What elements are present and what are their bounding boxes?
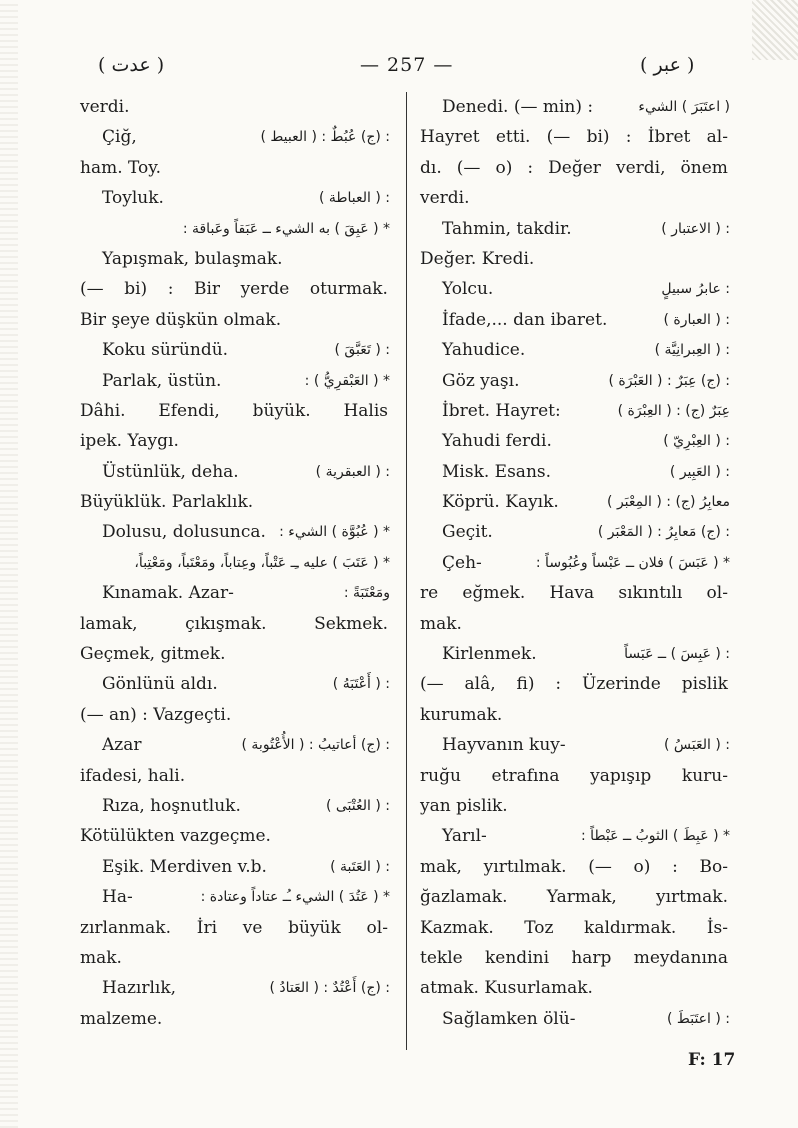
entry-line xyxy=(420,791,730,821)
entry-line xyxy=(420,457,730,487)
arabic-headword: : (ج) مَعابِرُ : ( المَعْبَر ) xyxy=(597,524,730,541)
entry-text: verdi. xyxy=(420,188,470,209)
entry-line xyxy=(80,730,390,760)
entry-text: ruğu etrafına yapışıp kuru- xyxy=(420,765,728,786)
entry-line xyxy=(80,153,390,183)
arabic-headword: * ( عَبَسَ ) فلان ــ عَبْساً وعُبُوساً : xyxy=(535,554,730,571)
entry-text: ifadesi, hali. xyxy=(80,765,186,786)
printer-signature: F: 17 xyxy=(688,1050,736,1070)
arabic-headword: : (ج) أعاتيبُ : ( الأُعْتُوبة ) xyxy=(241,737,390,754)
entry-text: (— bi) : Bir yerde oturmak. xyxy=(80,279,388,300)
entry-text: Gönlünü aldı. xyxy=(102,674,218,695)
arabic-headword: : ( العَتَبة ) xyxy=(330,858,390,875)
entry-line xyxy=(80,122,390,152)
arabic-headword: : ( عَبِسَ ) ــ عَبَساً xyxy=(624,646,730,663)
entry-text: Dolusu, dolusunca. xyxy=(102,522,266,543)
entry-line xyxy=(420,973,730,1003)
entry-text: mak, yırtılmak. (— o) : Bo- xyxy=(420,856,728,877)
entry-text: ğazlamak. Yarmak, yırtmak. xyxy=(420,887,728,908)
entry-line xyxy=(420,882,730,912)
entry-text: Parlak, üstün. xyxy=(102,370,222,391)
entry-line xyxy=(420,609,730,639)
entry-text: Büyüklük. Parlaklık. xyxy=(80,492,254,513)
entry-text: (— alâ, fi) : Üzerinde pislik xyxy=(420,674,728,695)
entry-line xyxy=(80,274,390,304)
entry-line xyxy=(420,578,730,608)
arabic-headword: : (ج) عُبُطٌ : ( العبيط ) xyxy=(260,129,390,146)
entry-text: Tahmin, takdir. xyxy=(442,218,572,239)
entry-text: verdi. xyxy=(80,97,130,117)
entry-text: lamak, çıkışmak. Sekmek. xyxy=(80,613,388,634)
entry-text: Kınamak. Azar- xyxy=(102,583,234,604)
entry-text: Yahudi ferdi. xyxy=(442,431,552,452)
entry-line xyxy=(420,183,730,213)
entry-text: re eğmek. Hava sıkıntılı ol- xyxy=(420,583,728,604)
entry-text: tekle kendini harp meydanına xyxy=(420,947,728,968)
entry-text: mak. xyxy=(420,613,462,634)
arabic-headword: : ( العِبرانِيَّة ) xyxy=(654,342,730,359)
entry-text: Yolcu. xyxy=(442,279,494,300)
entry-line xyxy=(80,335,390,365)
entry-line xyxy=(420,913,730,943)
entry-line xyxy=(80,913,390,943)
entry-line xyxy=(420,426,730,456)
entry-line xyxy=(80,517,390,547)
entry-line xyxy=(80,578,390,608)
entry-text: Değer. Kredi. xyxy=(420,248,535,269)
entry-text: Çeh- xyxy=(442,552,482,573)
entry-line xyxy=(420,122,730,152)
arabic-headword: : ( العَبِير ) xyxy=(669,463,730,480)
entry-line xyxy=(80,244,390,274)
arabic-headword: * ( عَتُدَ ) الشيء ـُـ عتاداً وعتادة : xyxy=(200,889,390,906)
entry-text: malzeme. xyxy=(80,1008,163,1029)
entry-text: Kötülükten vazgeçme. xyxy=(80,826,271,847)
entry-text: Göz yaşı. xyxy=(442,370,520,391)
entry-line xyxy=(80,791,390,821)
arabic-headword: : ( أَعْتَبَهُ ) xyxy=(332,676,390,693)
entry-line xyxy=(80,305,390,335)
entry-text: Rıza, hoşnutluk. xyxy=(102,795,241,816)
entry-text: Köprü. Kayık. xyxy=(442,492,559,513)
entry-text: atmak. Kusurlamak. xyxy=(420,978,593,999)
entry-line xyxy=(80,548,390,578)
header-right-keyword: ( عبر ) xyxy=(640,54,695,76)
entry-line xyxy=(80,639,390,669)
entry-line xyxy=(420,153,730,183)
entry-line xyxy=(80,700,390,730)
right-column xyxy=(420,92,730,1034)
entry-line xyxy=(420,852,730,882)
arabic-headword: * ( عَبِطَ ) الثوبُ ــ عَبْطاً : xyxy=(581,828,730,845)
entry-line xyxy=(420,305,730,335)
entry-line xyxy=(420,821,730,851)
arabic-headword: : ( العَبَسُ ) xyxy=(664,737,730,754)
entry-line xyxy=(80,92,390,122)
entry-line xyxy=(80,396,390,426)
entry-text: Yarıl- xyxy=(442,826,487,847)
entry-text: Çiğ, xyxy=(102,127,137,148)
entry-text: Hayret etti. (— bi) : İbret al- xyxy=(420,127,728,148)
entry-text: mak. xyxy=(80,947,122,968)
entry-line xyxy=(80,821,390,851)
entry-text: Misk. Esans. xyxy=(442,461,552,482)
entry-text: Yapışmak, bulaşmak. xyxy=(102,248,283,269)
entry-text: Eşik. Merdiven v.b. xyxy=(102,856,267,877)
arabic-headword: : عابرُ سبيلٍ xyxy=(661,281,730,298)
entry-text: Hazırlık, xyxy=(102,978,177,999)
entry-text: kurumak. xyxy=(420,704,503,725)
entry-line xyxy=(80,669,390,699)
entry-line xyxy=(420,943,730,973)
entry-text: Toyluk. xyxy=(102,188,164,209)
page-header xyxy=(0,54,798,88)
entry-line xyxy=(420,669,730,699)
entry-line xyxy=(420,517,730,547)
arabic-headword: معابِرُ (ج) : ( المِعْبَر ) xyxy=(607,494,730,511)
entry-text: yan pislik. xyxy=(420,795,508,816)
entry-line xyxy=(80,426,390,456)
entry-line xyxy=(420,366,730,396)
arabic-headword: ( اعتَبَرَ ) الشيء xyxy=(638,99,730,115)
arabic-headword: : ( الاعتبار ) xyxy=(661,220,730,237)
scan-edge-corner xyxy=(752,0,798,60)
left-column xyxy=(80,92,390,1034)
entry-text: Denedi. (— min) : xyxy=(442,97,594,117)
arabic-headword: * ( عُبُوَّة ) الشيء : xyxy=(279,524,390,541)
arabic-headword: : ( العبقرية ) xyxy=(315,463,390,480)
entry-line xyxy=(420,92,730,122)
entry-line xyxy=(420,639,730,669)
entry-line xyxy=(420,396,730,426)
entry-text: Koku süründü. xyxy=(102,340,229,361)
entry-text: (— an) : Vazgeçti. xyxy=(80,704,232,725)
entry-text: Hayvanın kuy- xyxy=(442,735,566,756)
arabic-headword: : ( العبارة ) xyxy=(663,311,730,328)
arabic-headword: : ( تَعَبَّقَ ) xyxy=(334,342,390,359)
arabic-headword: عِبَرٌ (ج) : ( العِبْرَة ) xyxy=(617,402,730,419)
entry-text: İbret. Hayret: xyxy=(442,400,561,421)
entry-line xyxy=(420,730,730,760)
entry-line xyxy=(80,609,390,639)
entry-text: Ha- xyxy=(102,887,133,908)
entry-line xyxy=(420,487,730,517)
entry-text: Kirlenmek. xyxy=(442,644,537,665)
entry-line xyxy=(420,548,730,578)
entry-text: Geçmek, gitmek. xyxy=(80,644,226,665)
entry-line xyxy=(80,943,390,973)
entry-line xyxy=(80,1004,390,1034)
column-divider xyxy=(406,92,407,1050)
entry-line xyxy=(80,366,390,396)
arabic-headword: : ( العباطة ) xyxy=(318,190,390,207)
entry-line xyxy=(80,214,390,244)
entry-line xyxy=(80,852,390,882)
entry-text: Üstünlük, deha. xyxy=(102,461,239,482)
entry-text: İfade,... dan ibaret. xyxy=(442,309,608,330)
page-number: — 257 — xyxy=(360,54,454,76)
arabic-headword: * ( عَتَبَ ) عليه ـِـ عَتْباً، وعِتاباً، ومَعْتَباً، ومَعْتِباً، xyxy=(134,554,390,571)
entry-line xyxy=(420,761,730,791)
entry-line xyxy=(420,700,730,730)
header-left-keyword: ( عدت ) xyxy=(98,54,165,76)
entry-line xyxy=(80,183,390,213)
entry-line xyxy=(420,335,730,365)
entry-text: ham. Toy. xyxy=(80,157,162,178)
entry-line xyxy=(80,973,390,1003)
entry-line xyxy=(80,457,390,487)
entry-text: ipek. Yaygı. xyxy=(80,431,179,452)
entry-line xyxy=(420,214,730,244)
arabic-headword: * ( العَبْقرِيُّ ) : xyxy=(304,372,390,389)
entry-text: Azar xyxy=(102,735,142,756)
entry-line xyxy=(420,244,730,274)
arabic-headword: * ( عَبِقَ ) به الشيء ــ عَبَقاً وعَباقة : xyxy=(182,220,390,237)
entry-text: zırlanmak. İri ve büyük ol- xyxy=(80,917,388,938)
arabic-headword: : ( العُتْبَى ) xyxy=(325,797,390,814)
entry-line xyxy=(420,1004,730,1034)
entry-text: Geçit. xyxy=(442,522,493,543)
entry-line xyxy=(80,882,390,912)
entry-text: Bir şeye düşkün olmak. xyxy=(80,309,282,330)
entry-text: dı. (— o) : Değer verdi, önem xyxy=(420,157,728,178)
arabic-headword: : ( اعتَبَطَ ) xyxy=(667,1010,730,1027)
entry-line xyxy=(420,274,730,304)
arabic-headword: : (ج) أَعْتُدٌ : ( العَتادُ ) xyxy=(269,980,390,997)
scan-edge-left xyxy=(0,0,18,1128)
arabic-headword: ومَعْتَبَةً : xyxy=(343,585,390,602)
arabic-headword: : ( العِبْرِيّ ) xyxy=(663,433,730,450)
entry-text: Yahudice. xyxy=(442,340,526,361)
entry-line xyxy=(80,761,390,791)
entry-text: Sağlamken ölü- xyxy=(442,1008,576,1029)
entry-text: Kazmak. Toz kaldırmak. İs- xyxy=(420,917,728,938)
arabic-headword: : (ج) عِبَرٌ : ( العَبْرَة ) xyxy=(608,372,730,389)
entry-text: Dâhi. Efendi, büyük. Halis xyxy=(80,400,388,421)
entry-line xyxy=(80,487,390,517)
